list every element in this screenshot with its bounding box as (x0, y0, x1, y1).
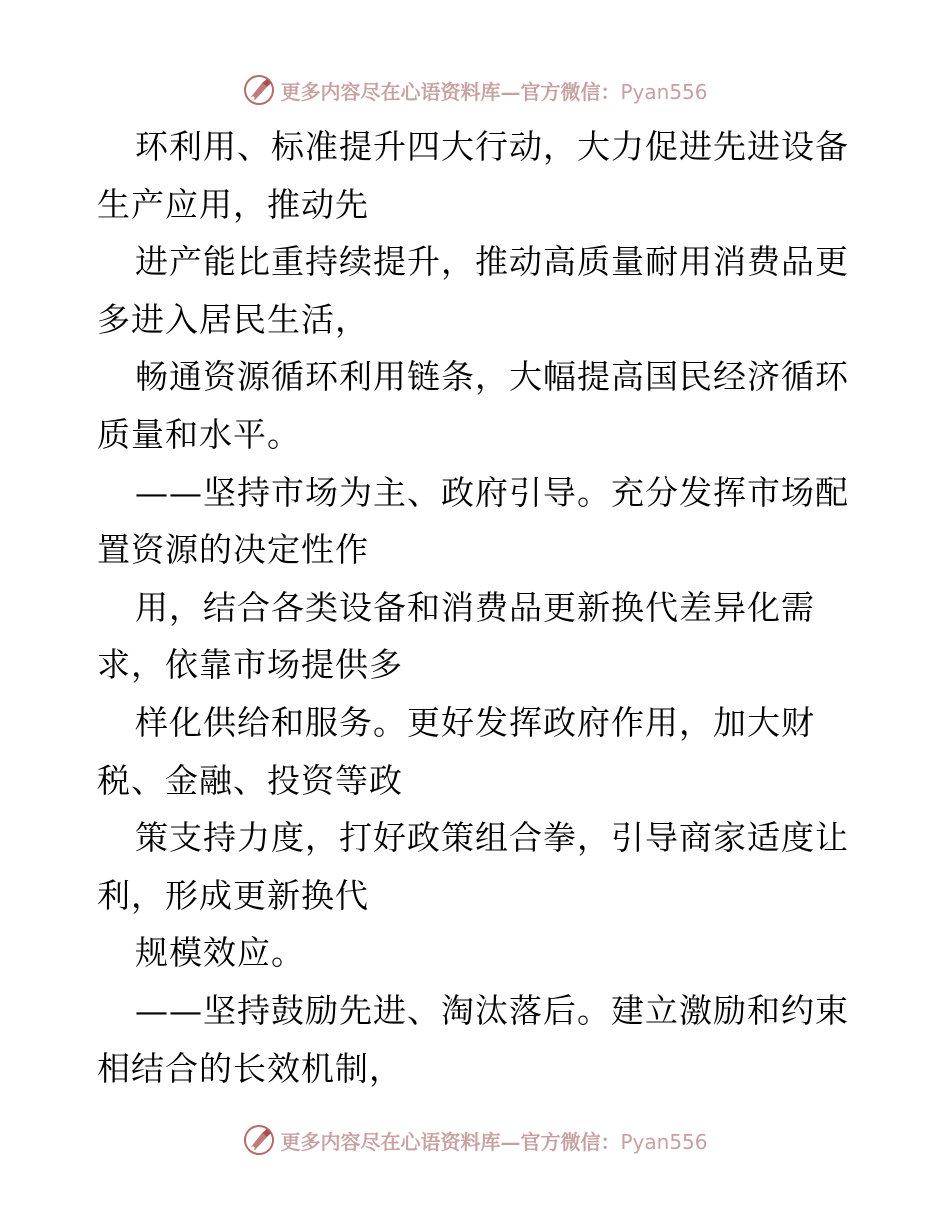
text-line: 策支持力度，打好政策组合拳，引导商家适度让 (135, 818, 849, 858)
text-line: 用，结合各类设备和消费品更新换代差异化需 (135, 587, 815, 627)
text-line: 规模效应。 (135, 933, 305, 973)
text-line: 样化供给和服务。更好发挥政府作用，加大财 (135, 702, 815, 742)
text-line: 质量和水平。 (97, 414, 301, 454)
text-line: 求，依靠市场提供多 (97, 645, 403, 685)
text-line: 税、金融、投资等政 (97, 760, 403, 800)
text-line: 环利用、标准提升四大行动，大力促进先进设备 (135, 127, 849, 166)
pen-nib-circle-icon (242, 1123, 276, 1157)
footer-watermark (0, 1120, 950, 1160)
text-line: 相结合的长效机制， (97, 1048, 403, 1088)
text-line: 进产能比重持续提升，推动高质量耐用消费品更 (135, 242, 849, 282)
text-line: ——坚持鼓励先进、淘汰落后。建立激励和约束 (135, 990, 849, 1030)
header-watermark (0, 70, 950, 110)
text-line: 生产应用，推动先 (97, 184, 369, 224)
text-line: 多进入居民生活， (97, 299, 369, 339)
text-line: 畅通资源循环利用链条，大幅提高国民经济循环 (135, 357, 849, 397)
watermark-text: 更多内容尽在心语资料库—官方微信：Pyan556 (280, 1129, 708, 1154)
pen-nib-circle-icon (242, 73, 276, 107)
text-line: 利，形成更新换代 (97, 875, 369, 915)
text-line: ——坚持市场为主、政府引导。充分发挥市场配 (135, 472, 849, 512)
document-body (97, 118, 857, 1097)
watermark-text: 更多内容尽在心语资料库—官方微信：Pyan556 (280, 79, 708, 104)
text-line: 置资源的决定性作 (97, 530, 369, 570)
